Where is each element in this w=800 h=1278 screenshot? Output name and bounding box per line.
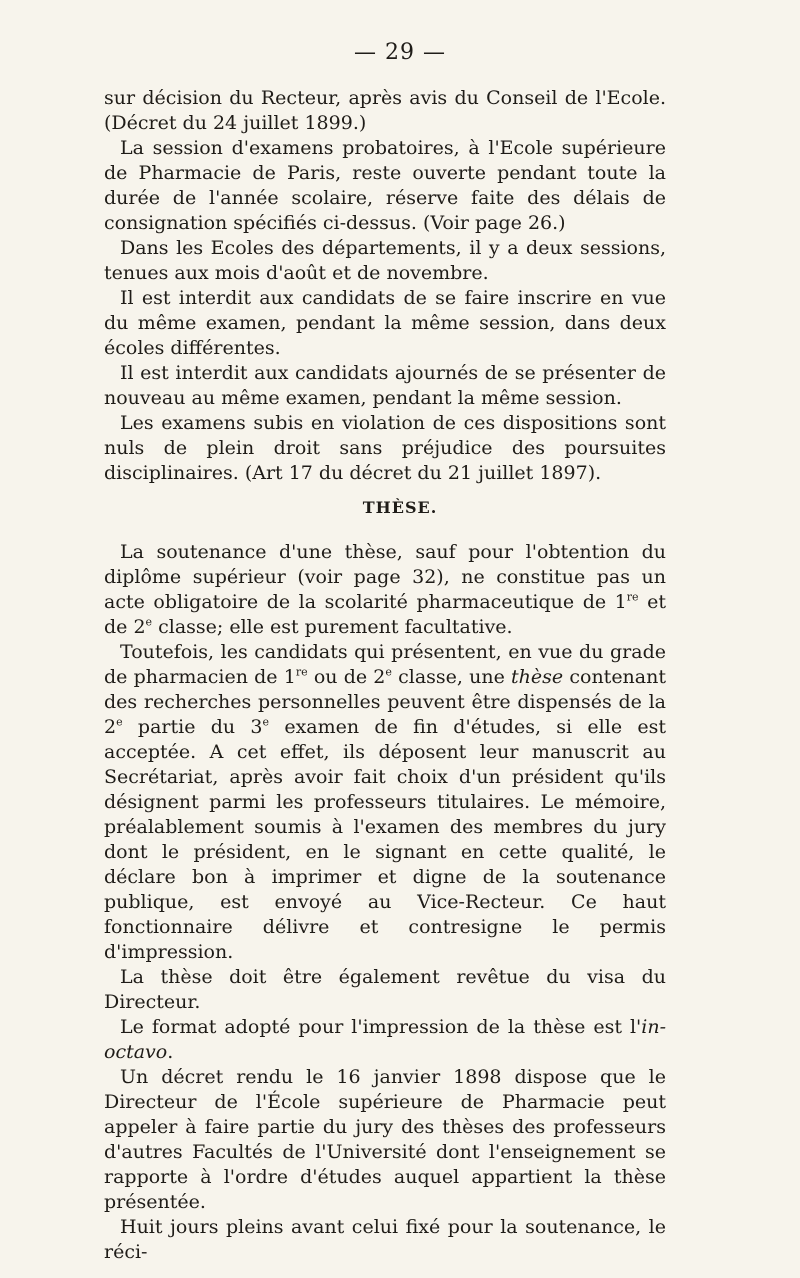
paragraph-session-paris: La session d'examens probatoires, à l'Ecole supérieure de Pharmacie de Paris, reste ouverte pendant toute la durée de l'année scolaire, réserve faite des délais de consignation spécifiés ci-dessus. (Voir page 26.) (104, 137, 666, 234)
paragraph-decision: sur décision du Recteur, après avis du Conseil de l'Ecole. (Décret du 24 juillet 1899.) (104, 87, 666, 134)
paragraph-format: Le format adopté pour l'impression de la thèse est l'in-octavo. (104, 1016, 666, 1063)
page-number: — 29 — (354, 40, 446, 65)
paragraph-interdit-ajournes: Il est interdit aux candidats ajournés de se présenter de nouveau au même examen, pendant la même session. (104, 362, 666, 409)
intro-text-block (104, 86, 666, 486)
paragraph-interdit-inscription: Il est interdit aux candidats de se faire inscrire en vue du même examen, pendant la même session, dans deux écoles différentes. (104, 287, 666, 359)
these-text-block (104, 540, 666, 1265)
italic-these: thèse (511, 666, 564, 688)
paragraph-violation: Les examens subis en violation de ces dispositions sont nuls de plein droit sans préjudice des poursuites disciplinaires. (Art 17 du décret du 21 juillet 1897). (104, 412, 666, 484)
paragraph-huit-jours: Huit jours pleins avant celui fixé pour la soutenance, le réci- (104, 1216, 666, 1263)
paragraph-soutenance: La soutenance d'une thèse, sauf pour l'obtention du diplôme supérieur (voir page 32), ne constitue pas un acte obligatoire de la scolarité pharmaceutique de 1re et de 2e classe; elle est purement facultative. (104, 541, 666, 638)
section-title-these: THÈSE. (362, 498, 438, 517)
italic-in-octavo: in-octavo (104, 1016, 666, 1063)
paragraph-visa: La thèse doit être également revêtue du visa du Directeur. (104, 966, 666, 1013)
paragraph-decret-1898: Un décret rendu le 16 janvier 1898 dispose que le Directeur de l'École supérieure de Pharmacie peut appeler à faire partie du jury des thèses des professeurs d'autres Facultés de l'Université dont l'enseignement se rapporte à l'ordre d'études auquel appartient la thèse présentée. (104, 1066, 666, 1213)
paragraph-departements: Dans les Ecoles des départements, il y a deux sessions, tenues aux mois d'août et de novembre. (104, 237, 666, 284)
paragraph-toutefois: Toutefois, les candidats qui présentent, en vue du grade de pharmacien de 1re ou de 2e classe, une thèse contenant des recherches personnelles peuvent être dispensés de la 2e partie du 3e examen de fin d'études, si elle est acceptée. A cet effet, ils déposent leur manuscrit au Secrétariat, après avoir fait choix d'un président qu'ils désignent parmi les professeurs titulaires. Le mémoire, préalablement soumis à l'examen des membres du jury dont le président, en le signant en cette qualité, le déclare bon à imprimer et digne de la soutenance publique, est envoyé au Vice-Recteur. Ce haut fonctionnaire délivre et contresigne le permis d'impression. (104, 641, 666, 963)
